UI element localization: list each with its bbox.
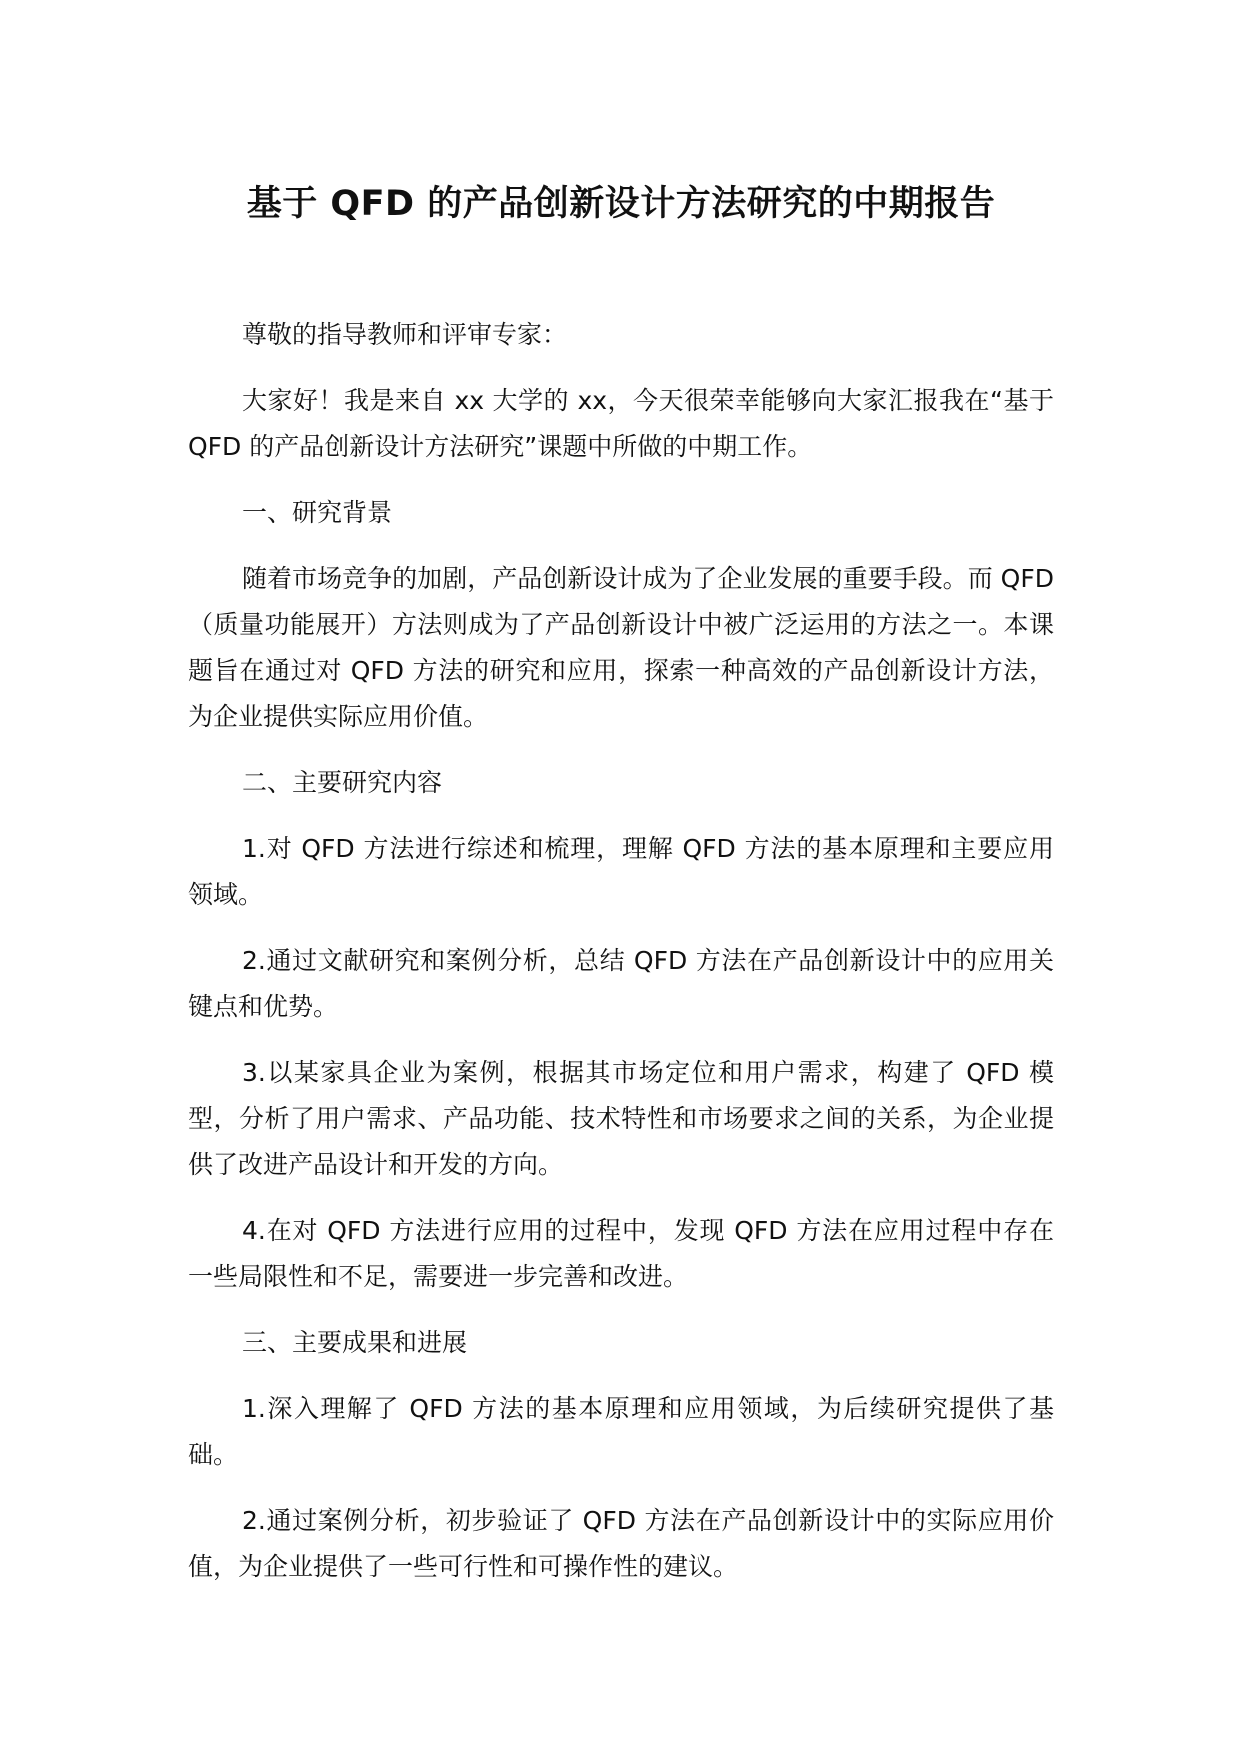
- research-item-2: 2.通过文献研究和案例分析，总结 QFD 方法在产品创新设计中的应用关键点和优势。: [188, 946, 1054, 1021]
- research-item-1: 1.对 QFD 方法进行综述和梳理，理解 QFD 方法的基本原理和主要应用领域。: [188, 834, 1054, 909]
- document-body: [188, 180, 1054, 1590]
- background-paragraph: 随着市场竞争的加剧，产品创新设计成为了企业发展的重要手段。而 QFD（质量功能展开）方法则成为了产品创新设计中被广泛运用的方法之一。本课题旨在通过对 QFD 方法的研究和应用，探索一种高效的产品创新设计方法，为企业提供实际应用价值。: [188, 564, 1054, 731]
- research-item-3: 3.以某家具企业为案例，根据其市场定位和用户需求，构建了 QFD 模型，分析了用户需求、产品功能、技术特性和市场要求之间的关系，为企业提供了改进产品设计和开发的方向。: [188, 1058, 1054, 1179]
- section-heading-results: 三、主要成果和进展: [242, 1328, 468, 1357]
- greeting-line: 尊敬的指导教师和评审专家：: [242, 320, 568, 349]
- research-item-4: 4.在对 QFD 方法进行应用的过程中，发现 QFD 方法在应用过程中存在一些局限性和不足，需要进一步完善和改进。: [188, 1216, 1054, 1291]
- result-item-1: 1.深入理解了 QFD 方法的基本原理和应用领域，为后续研究提供了基础。: [188, 1394, 1054, 1469]
- section-heading-research-content: 二、主要研究内容: [242, 768, 443, 797]
- intro-paragraph: 大家好！我是来自 xx 大学的 xx，今天很荣幸能够向大家汇报我在“基于 QFD 的产品创新设计方法研究”课题中所做的中期工作。: [188, 386, 1054, 461]
- result-item-2: 2.通过案例分析，初步验证了 QFD 方法在产品创新设计中的实际应用价值，为企业提供了一些可行性和可操作性的建议。: [188, 1506, 1054, 1581]
- document-title: 基于 QFD 的产品创新设计方法研究的中期报告: [246, 184, 996, 224]
- section-heading-background: 一、研究背景: [242, 498, 393, 527]
